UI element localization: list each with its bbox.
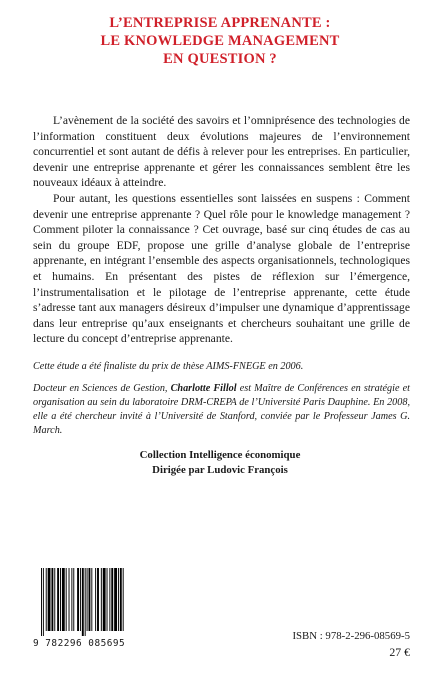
barcode-bar	[109, 568, 110, 631]
title-line-2: LE KNOWLEDGE MANAGEMENT	[100, 33, 340, 49]
barcode-bar	[87, 568, 88, 631]
book-title	[0, 14, 440, 68]
barcode-bar	[114, 568, 117, 631]
summary-paragraph-1: L’avènement de la société des savoirs et l’omniprésence des technologies de l’information constituent deux évolutions majeures de l’environnement concurrentiel et sont autant de défis à relever pour les entreprises. En particulier, devenir une entreprise apprenante et gérer les connaissances semblent être les nouveaux idéaux à atteindre.	[33, 114, 410, 190]
price: 27 €	[389, 645, 410, 659]
award-note: Cette étude a été finaliste du prix de thèse AIMS-FNEGE en 2006.	[33, 361, 304, 372]
barcode-bar	[46, 568, 47, 631]
barcode-bar	[123, 568, 124, 631]
barcode-bar	[89, 568, 91, 631]
back-cover-summary	[33, 113, 410, 347]
summary-paragraph-2: Pour autant, les questions essentielles sont laissées en suspens : Comment devenir une entreprise apprenante ? Quel rôle pour le knowledge management ? Comment piloter la connaissance ? Cet ouvrage, basé sur cinq études de cas au sein du groupe EDF, propose une grille d’analyse globale de l’entreprise apprenante, en intégrant l’ensemble des aspects organisationnels, technologiques et humains. En présentant des pistes de réflexion sur l’émergence, l’instrumentalisation et le pilotage de l’entreprise apprenante, cette étude s’adresse tant aux managers désireux d’impulser une dynamique d’apprentissage dans leur entreprise qu’aux enseignants et chercheurs souhaitant une grille de lecture du concept d’entreprise apprenante.	[33, 191, 410, 346]
barcode-bar	[101, 568, 102, 631]
author-bio-prefix: Docteur en Sciences de Gestion,	[33, 383, 171, 394]
author-bio	[33, 382, 410, 438]
barcode-bar	[97, 568, 99, 631]
barcode-bar	[82, 568, 84, 636]
barcode-bar	[107, 568, 108, 631]
barcode-bar	[103, 568, 106, 631]
barcode-bar	[95, 568, 96, 631]
author-name: Charlotte Fillol	[170, 383, 237, 394]
barcode-bar	[57, 568, 59, 631]
collection-director: Dirigée par Ludovic François	[152, 464, 288, 476]
collection-name: Collection Intelligence économique	[139, 449, 301, 461]
barcode-bar	[54, 568, 55, 631]
isbn: ISBN : 978-2-296-08569-5	[292, 630, 410, 642]
barcode-bar	[62, 568, 65, 631]
collection-info	[0, 448, 440, 478]
barcode-bar	[69, 568, 70, 631]
title-line-1: L’ENTREPRISE APPRENANTE :	[109, 15, 331, 31]
barcode-bar	[77, 568, 79, 631]
barcode-bar	[80, 568, 81, 631]
barcode-bar	[111, 568, 113, 631]
barcode-bar	[41, 568, 42, 636]
barcode-bar	[43, 568, 44, 636]
barcode-number: 9 782296 085695	[33, 638, 126, 649]
barcode-bar	[73, 568, 74, 631]
barcode-bar	[91, 568, 92, 631]
barcode	[33, 568, 129, 648]
barcode-bar	[51, 568, 53, 631]
barcode-bar	[66, 568, 67, 631]
barcode-bar	[118, 568, 119, 631]
title-line-3: EN QUESTION ?	[163, 51, 277, 67]
author-bio-suffix: est Maître de Conférences en stratégie et organisation au sein du laboratoire DRM-CREPA de l’Université Paris Dauphine. En 2008, elle a été chercheur invité à l’Université de Stanford, conviée par le Professeur James G. March.	[33, 383, 410, 436]
barcode-bar	[120, 568, 122, 631]
barcode-bar	[71, 568, 72, 631]
barcode-bar	[48, 568, 51, 631]
barcode-bar	[85, 568, 86, 636]
barcode-bar	[60, 568, 61, 631]
barcode-image	[33, 568, 129, 636]
